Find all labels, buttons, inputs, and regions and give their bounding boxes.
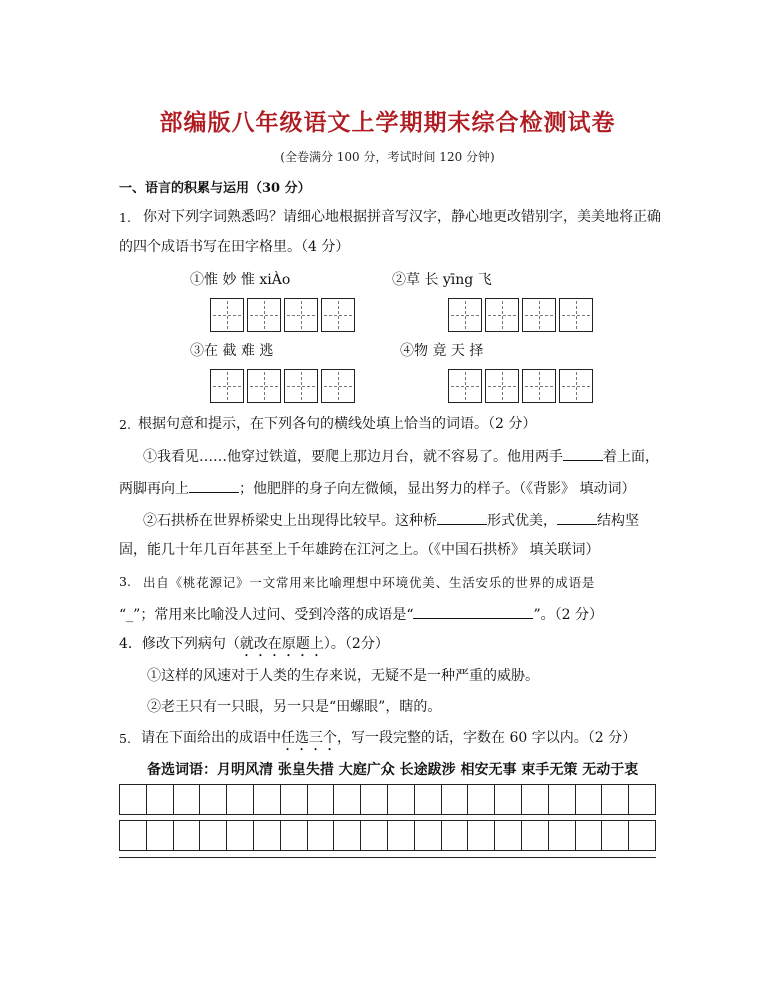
tianzige-cell[interactable] [247,298,281,332]
q2-stem: 根据句意和提示，在下列各句的横线处填上恰当的词语。（2 分） [138,416,537,432]
tianzige-cell[interactable] [321,369,355,403]
answer-blank[interactable] [557,510,597,525]
q5-stem: 请在下面给出的成语中任选三个，写一段完整的话，字数在 60 字以内。（2 分） [141,730,637,746]
answer-blank[interactable] [413,604,533,619]
writing-grid-row-2[interactable] [119,820,656,851]
exam-info: (全卷满分 100 分，考试时间 120 分钟) [280,150,495,164]
q2-sentence-1b: 两脚再向上 ；他肥胖的身子向左微倾，显出努力的样子。（《背影》 填动词） [119,478,635,498]
q1-number: 1. [119,210,131,225]
tianzige-group-1[interactable] [210,298,358,332]
q1-line2: 的四个成语书写在田字格里。（4 分） [119,239,350,255]
grid-baseline [119,857,656,858]
q1-item-2: ②草 长 yīng 飞 [392,272,492,288]
tianzige-group-2[interactable] [448,298,596,332]
q2-number: 2. [119,417,131,432]
tianzige-cell[interactable] [321,298,355,332]
tianzige-cell[interactable] [247,369,281,403]
q5-number: 5. [119,731,131,746]
q4-sentence-2: ②老王只有一只眼，另一只是“田螺眼”，瞎的。 [147,699,442,715]
tianzige-cell[interactable] [210,298,244,332]
tianzige-cell[interactable] [559,369,593,403]
tianzige-cell[interactable] [284,369,318,403]
answer-blank[interactable] [563,446,603,461]
answer-blank[interactable] [189,478,239,493]
q1-item-1: ①惟 妙 惟 xiÀo [190,272,291,288]
writing-grid-row-1[interactable] [119,784,656,815]
tianzige-group-4[interactable] [448,369,596,403]
q2-sentence-1a: ①我看见……他穿过铁道，要爬上那边月台，就不容易了。他用两手 着上面， [143,446,659,466]
tianzige-group-3[interactable] [210,369,358,403]
tianzige-cell[interactable] [522,369,556,403]
q1-line1: 你对下列字词熟悉吗？请细心地根据拼音写汉字，静心地更改错别字，美美地将正确 [143,209,661,225]
tianzige-cell[interactable] [284,298,318,332]
q3-line2: “_”；常用来比喻没人过问、受到冷落的成语是“ ”。（2 分） [119,604,603,624]
q2-sentence-2a: ②石拱桥在世界桥梁史上出现得比较早。这种桥 形式优美， 结构坚 [143,510,639,530]
q4-stem: 4．修改下列病句（就改在原题上）。（2分） [119,636,389,652]
idiom-options: 备选词语：月明风清 张皇失措 大庭广众 长途跋涉 相安无事 束手无策 无动于衷 [147,762,639,778]
tianzige-cell[interactable] [448,298,482,332]
section-heading: 一、语言的积累与运用（30 分） [119,181,311,196]
q3-number: 3. [119,574,131,589]
tianzige-cell[interactable] [522,298,556,332]
tianzige-cell[interactable] [210,369,244,403]
tianzige-cell[interactable] [485,298,519,332]
q1-item-3: ③在 截 难 逃 [190,343,274,359]
q2-sentence-2b: 固，能几十年几百年甚至上千年雄跨在江河之上。（《中国石拱桥》 填关联词） [119,542,600,558]
answer-blank[interactable] [437,510,487,525]
q4-sentence-1: ①这样的风速对于人类的生存来说，无疑不是一种严重的威胁。 [147,668,539,684]
q1-item-4: ④物 竟 天 择 [400,343,484,359]
tianzige-cell[interactable] [485,369,519,403]
tianzige-cell[interactable] [559,298,593,332]
page-title: 部编版八年级语文上学期期末综合检测试卷 [159,109,616,136]
q3-line1: 出自《桃花源记》一文常用来比喻理想中环境优美、生活安乐的世界的成语是 [143,575,596,590]
tianzige-cell[interactable] [448,369,482,403]
